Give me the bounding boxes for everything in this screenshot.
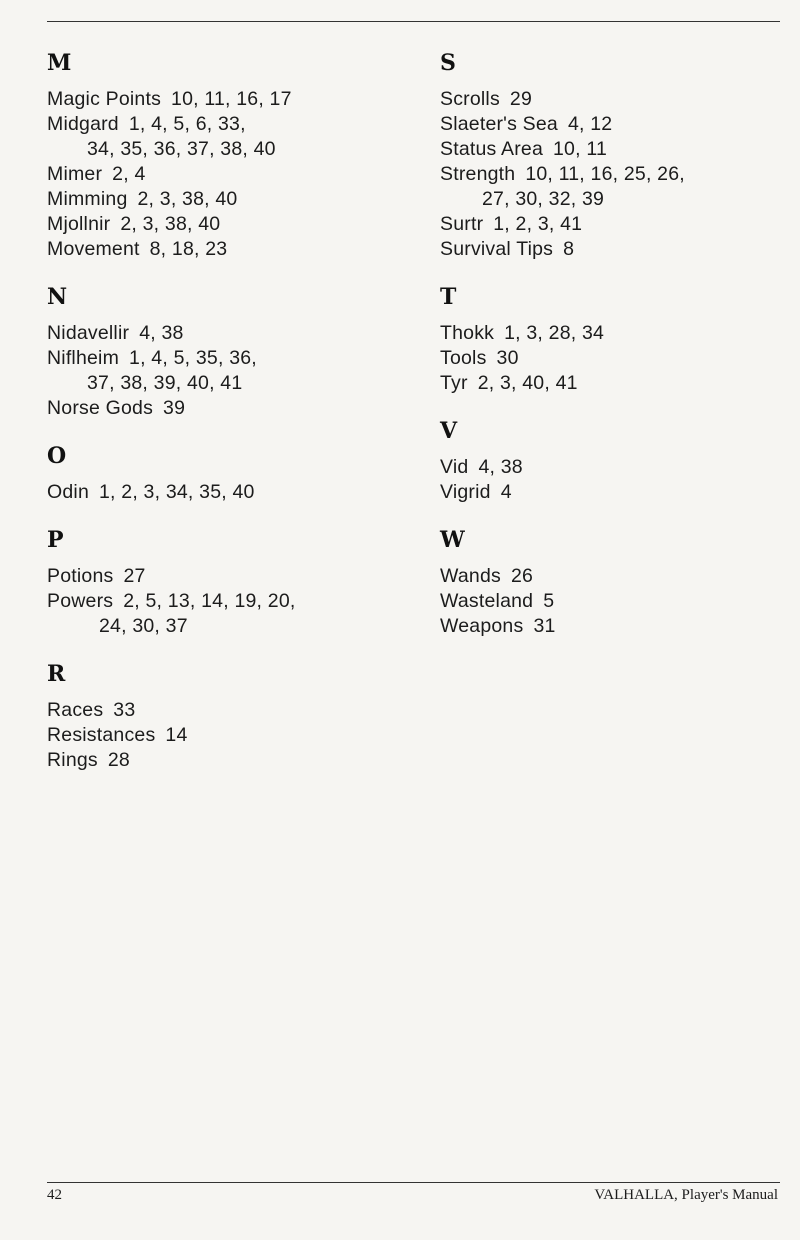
index-section-t bbox=[440, 282, 800, 396]
index-term: Wands bbox=[440, 565, 501, 587]
section-letter: V bbox=[440, 418, 458, 444]
index-term: Wasteland bbox=[440, 590, 534, 612]
index-section-o bbox=[47, 441, 407, 505]
index-entry bbox=[47, 698, 407, 723]
index-term: Mimer bbox=[47, 163, 103, 185]
index-term: Slaeter's Sea bbox=[440, 113, 558, 135]
index-pages: 33 bbox=[113, 699, 136, 721]
index-pages: 39 bbox=[163, 397, 186, 419]
index-section-m bbox=[47, 48, 407, 262]
index-pages: 8, 18, 23 bbox=[149, 238, 228, 260]
section-letter: W bbox=[440, 527, 465, 553]
index-pages: 2, 5, 13, 14, 19, 20, bbox=[123, 590, 296, 612]
index-entry bbox=[47, 346, 407, 396]
index-entry bbox=[440, 614, 800, 639]
index-term: Weapons bbox=[440, 615, 524, 637]
index-section-v bbox=[440, 416, 800, 505]
index-right-column bbox=[440, 48, 800, 659]
index-pages: 1, 2, 3, 34, 35, 40 bbox=[99, 481, 255, 503]
index-section-p bbox=[47, 525, 407, 639]
section-letter: P bbox=[47, 527, 64, 553]
index-term: Mimming bbox=[47, 188, 128, 210]
index-term: Midgard bbox=[47, 113, 119, 135]
index-pages: 4 bbox=[500, 481, 512, 503]
index-entry bbox=[440, 480, 800, 505]
index-entry bbox=[47, 112, 407, 162]
section-letter: S bbox=[440, 50, 456, 76]
index-term: Races bbox=[47, 699, 104, 721]
section-letter: O bbox=[47, 443, 67, 469]
index-pages: 10, 11, 16, 25, 26, bbox=[525, 163, 685, 185]
index-term: Tools bbox=[440, 347, 487, 369]
index-left-column bbox=[47, 48, 407, 793]
index-term: Vid bbox=[440, 456, 469, 478]
index-entry bbox=[440, 162, 800, 212]
index-pages: 29 bbox=[509, 88, 533, 110]
index-entry bbox=[47, 748, 407, 773]
index-entry bbox=[440, 212, 800, 237]
index-term: Vigrid bbox=[440, 481, 491, 503]
index-pages: 31 bbox=[533, 615, 556, 637]
index-pages: 14 bbox=[165, 724, 188, 746]
index-term: Nidavellir bbox=[47, 322, 130, 344]
index-term: Thokk bbox=[440, 322, 495, 344]
index-pages: 26 bbox=[510, 565, 534, 587]
index-pages: 1, 4, 5, 35, 36, bbox=[129, 347, 257, 369]
index-pages: 2, 3, 38, 40 bbox=[120, 213, 221, 235]
section-letter: M bbox=[47, 50, 72, 76]
index-term: Odin bbox=[47, 481, 89, 503]
index-entry bbox=[440, 87, 800, 112]
index-entry bbox=[440, 564, 800, 589]
index-term: Norse Gods bbox=[47, 397, 154, 419]
index-entry bbox=[440, 321, 800, 346]
index-pages-continued: 37, 38, 39, 40, 41 bbox=[87, 372, 243, 394]
index-entry bbox=[47, 187, 407, 212]
index-pages: 10, 11 bbox=[553, 138, 607, 160]
index-term: Rings bbox=[47, 749, 98, 771]
index-section-s bbox=[440, 48, 800, 262]
index-term: Movement bbox=[47, 238, 140, 260]
index-pages: 1, 2, 3, 41 bbox=[493, 213, 583, 235]
index-entry bbox=[47, 480, 407, 505]
index-term: Resistances bbox=[47, 724, 156, 746]
index-entry bbox=[440, 237, 800, 262]
index-term: Mjollnir bbox=[47, 213, 111, 235]
index-pages-continued: 34, 35, 36, 37, 38, 40 bbox=[87, 138, 276, 160]
index-term: Potions bbox=[47, 565, 114, 587]
index-entry bbox=[47, 589, 407, 639]
index-pages: 28 bbox=[107, 749, 130, 771]
index-pages: 1, 4, 5, 6, 33, bbox=[128, 113, 246, 135]
index-pages: 27 bbox=[123, 565, 146, 587]
index-section-n bbox=[47, 282, 407, 421]
index-pages: 1, 3, 28, 34 bbox=[504, 322, 605, 344]
index-entry bbox=[47, 237, 407, 262]
index-term: Status Area bbox=[440, 138, 544, 160]
index-pages: 10, 11, 16, 17 bbox=[171, 88, 292, 110]
index-entry bbox=[47, 162, 407, 187]
index-entry bbox=[440, 371, 800, 396]
index-pages: 4, 12 bbox=[567, 113, 613, 135]
top-rule bbox=[47, 21, 780, 22]
section-letter: T bbox=[440, 284, 457, 310]
page-number: 42 bbox=[47, 1187, 62, 1203]
index-pages: 2, 4 bbox=[112, 163, 146, 185]
index-term: Niflheim bbox=[47, 347, 120, 369]
index-entry bbox=[47, 321, 407, 346]
index-section-r bbox=[47, 659, 407, 773]
index-pages-continued: 27, 30, 32, 39 bbox=[482, 188, 605, 210]
index-pages-continued: 24, 30, 37 bbox=[99, 615, 188, 637]
section-letter: R bbox=[47, 661, 66, 687]
index-term: Survival Tips bbox=[440, 238, 554, 260]
index-pages: 2, 3, 38, 40 bbox=[137, 188, 238, 210]
index-term: Surtr bbox=[440, 213, 484, 235]
index-term: Tyr bbox=[440, 372, 468, 394]
bottom-rule bbox=[47, 1182, 780, 1183]
index-entry bbox=[47, 564, 407, 589]
index-pages: 30 bbox=[496, 347, 519, 369]
index-section-w bbox=[440, 525, 800, 639]
index-entry bbox=[47, 212, 407, 237]
index-term: Magic Points bbox=[47, 88, 162, 110]
index-pages: 4, 38 bbox=[478, 456, 523, 478]
index-pages: 2, 3, 40, 41 bbox=[477, 372, 578, 394]
index-term: Powers bbox=[47, 590, 114, 612]
index-entry bbox=[47, 87, 407, 112]
manual-title: VALHALLA, Player's Manual bbox=[594, 1187, 778, 1203]
index-term: Strength bbox=[440, 163, 516, 185]
index-pages: 5 bbox=[543, 590, 555, 612]
index-entry bbox=[440, 589, 800, 614]
index-entry bbox=[440, 112, 800, 137]
index-term: Scrolls bbox=[440, 88, 500, 110]
index-pages: 4, 38 bbox=[139, 322, 184, 344]
section-letter: N bbox=[47, 284, 68, 310]
index-entry bbox=[440, 346, 800, 371]
index-pages: 8 bbox=[563, 238, 575, 260]
index-entry bbox=[47, 723, 407, 748]
index-entry bbox=[440, 137, 800, 162]
index-entry bbox=[47, 396, 407, 421]
index-entry bbox=[440, 455, 800, 480]
